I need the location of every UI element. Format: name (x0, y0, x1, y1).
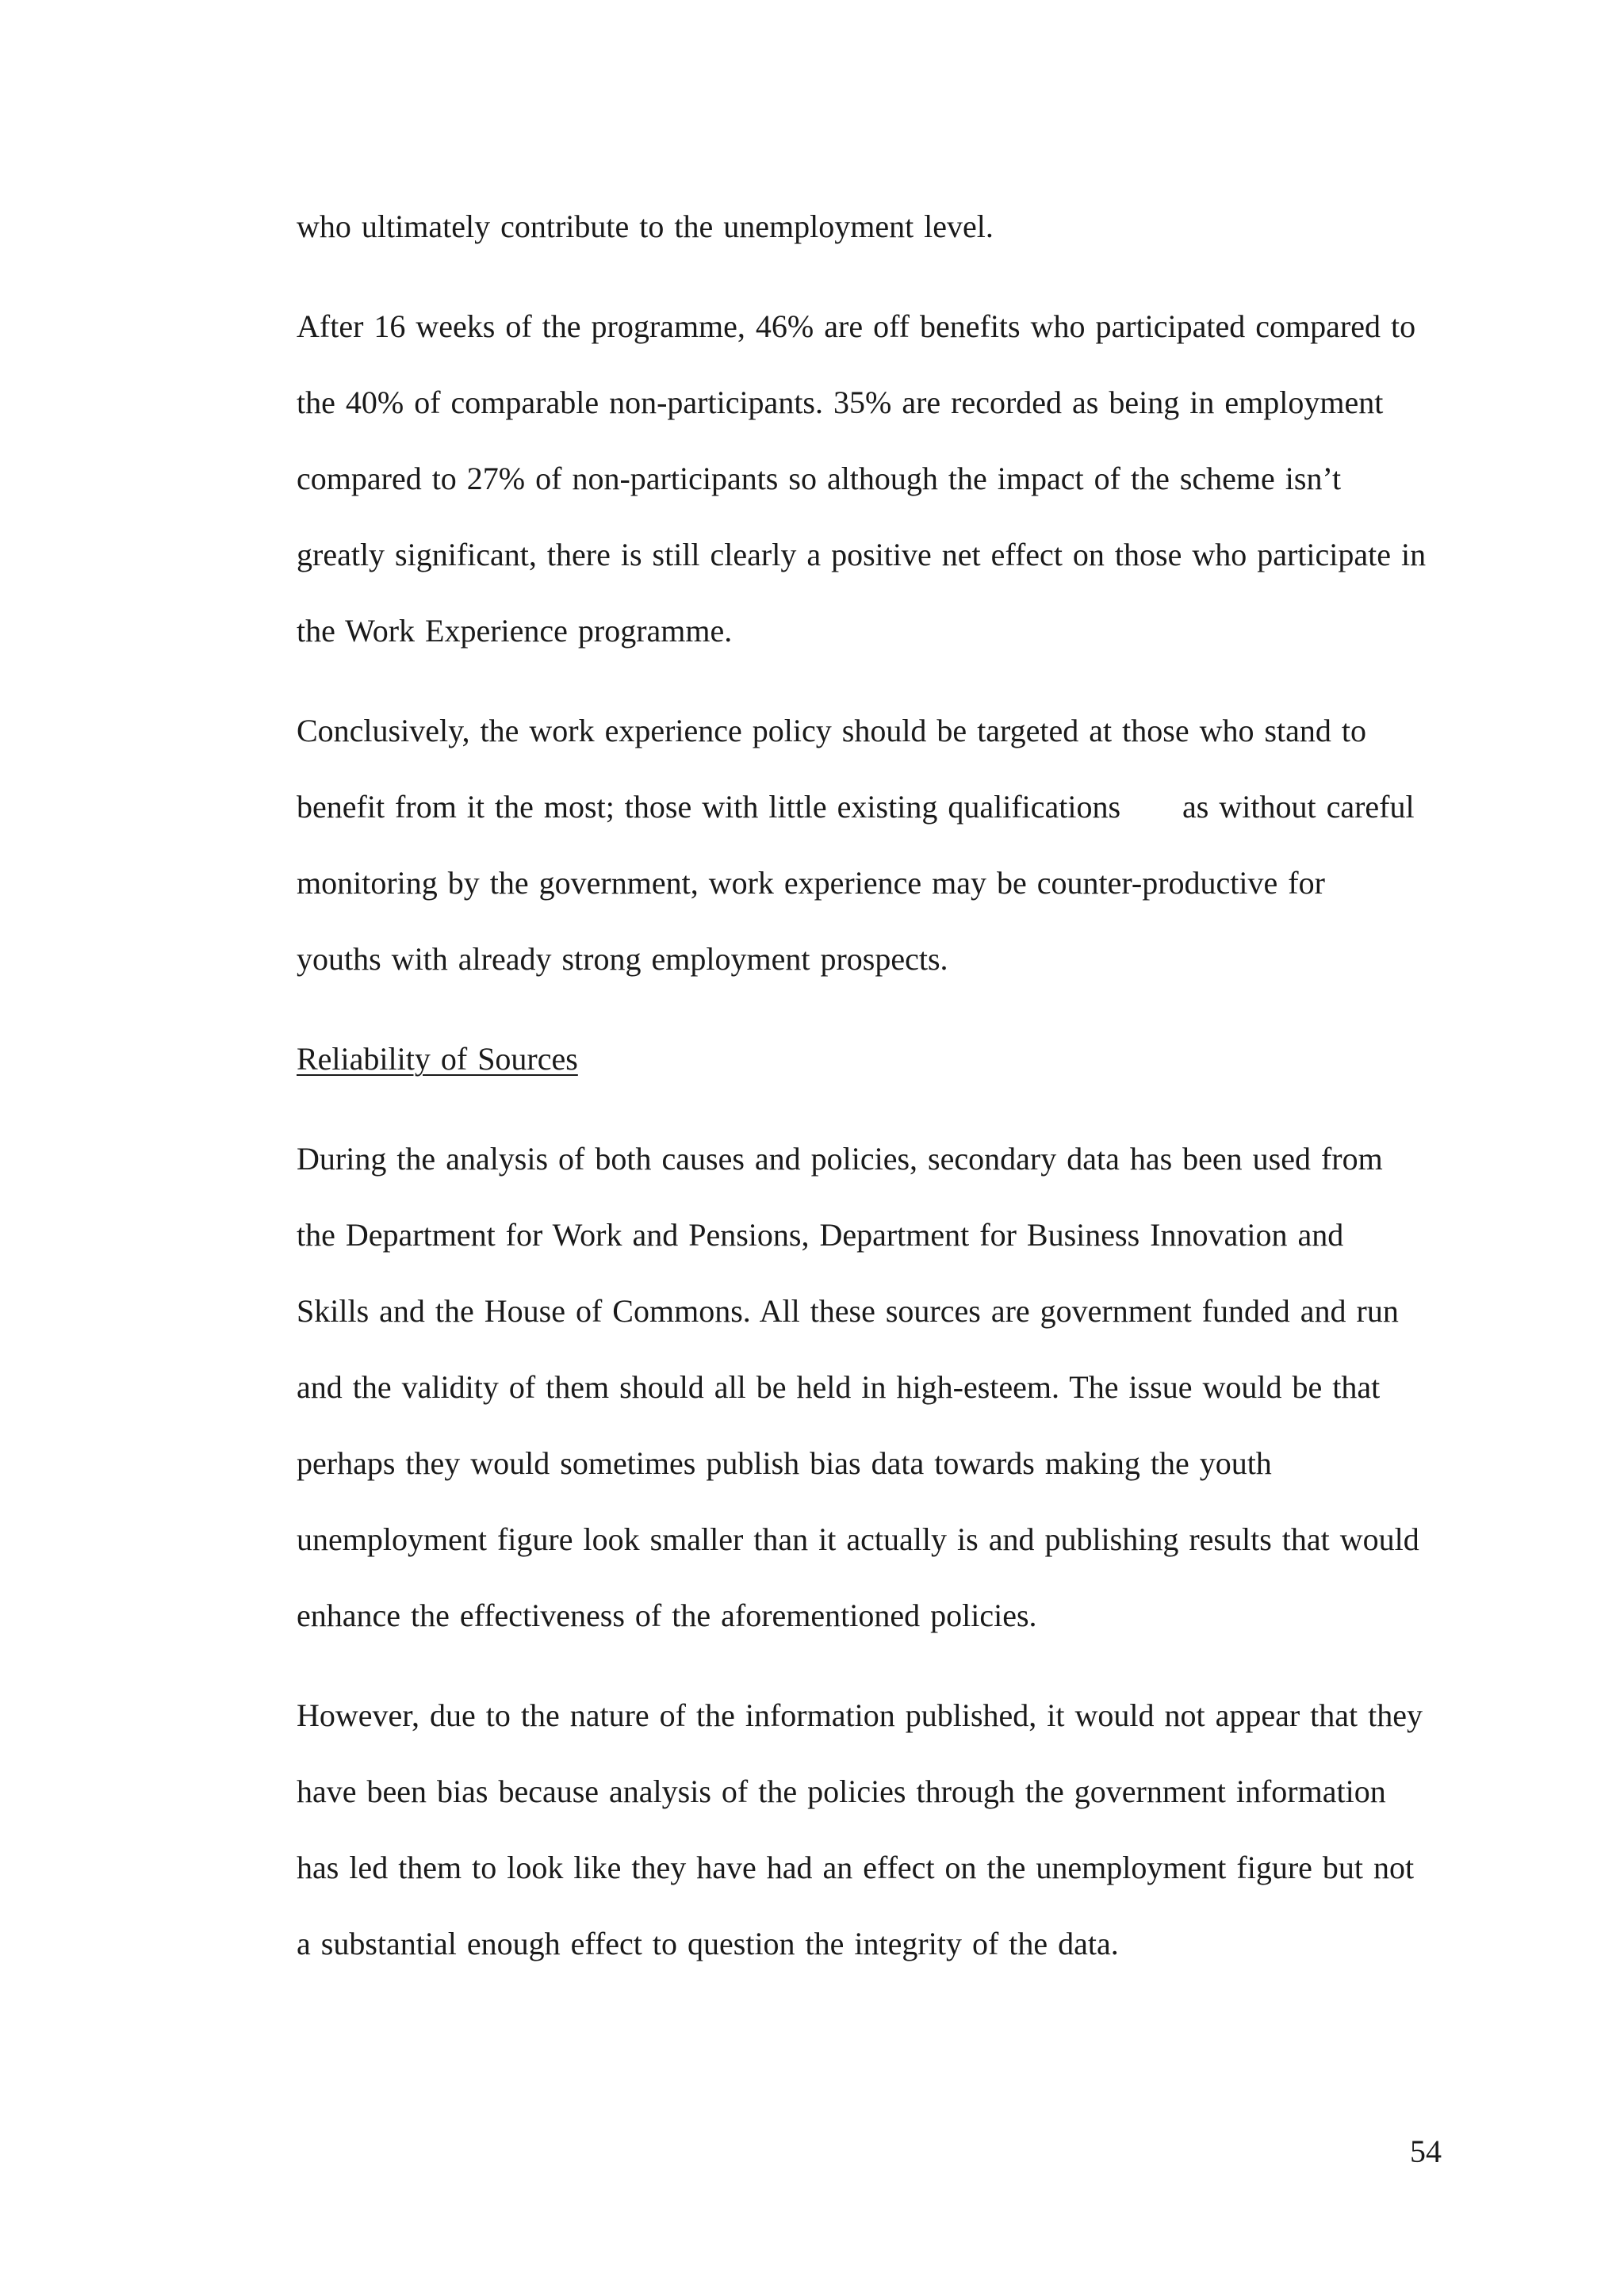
text-line: After 16 weeks of the programme, 46% are off benefits who participated compared to (297, 308, 1416, 344)
paragraph-continuation (297, 189, 1438, 265)
text-line: compared to 27% of non-participants so although the impact of the scheme isn’t (297, 461, 1342, 496)
page-number: 54 (1410, 2133, 1442, 2169)
paragraph-sources (297, 1121, 1438, 1654)
text-line: benefit from it the most; those with little existing qualifications as without careful (297, 789, 1415, 825)
document-body (297, 189, 1438, 1982)
text-line: During the analysis of both causes and policies, secondary data has been used from (297, 1141, 1383, 1177)
text-line: Conclusively, the work experience policy should be targeted at those who stand to (297, 713, 1367, 748)
text-line: and the validity of them should all be held in high-esteem. The issue would be that (297, 1369, 1381, 1405)
text-line: the Work Experience programme. (297, 613, 733, 649)
text-line: Skills and the House of Commons. All these sources are government funded and run (297, 1293, 1399, 1329)
paragraph-bias (297, 1678, 1438, 1982)
text-line: youths with already strong employment prospects. (297, 941, 948, 977)
paragraph-results (297, 289, 1438, 669)
text-line: perhaps they would sometimes publish bias data towards making the youth (297, 1445, 1272, 1481)
text-line: However, due to the nature of the information published, it would not appear that they (297, 1697, 1423, 1733)
text-line: who ultimately contribute to the unemployment level. (297, 209, 994, 244)
text-line: the 40% of comparable non-participants. 35% are recorded as being in employment (297, 385, 1384, 420)
text-line: monitoring by the government, work experience may be counter-productive for (297, 865, 1325, 901)
text-line: a substantial enough effect to question the integrity of the data. (297, 1926, 1119, 1961)
paragraph-conclusion (297, 693, 1438, 997)
text-line: have been bias because analysis of the policies through the government information (297, 1774, 1386, 1809)
text-line: unemployment figure look smaller than it actually is and publishing results that would (297, 1521, 1419, 1557)
section-heading: Reliability of Sources (297, 1041, 578, 1077)
text-line: enhance the effectiveness of the aforementioned policies. (297, 1598, 1037, 1633)
text-line: has led them to look like they have had an effect on the unemployment figure but not (297, 1850, 1415, 1885)
text-line: the Department for Work and Pensions, Department for Business Innovation and (297, 1217, 1344, 1253)
text-line: greatly significant, there is still clearly a positive net effect on those who participate in (297, 537, 1427, 572)
